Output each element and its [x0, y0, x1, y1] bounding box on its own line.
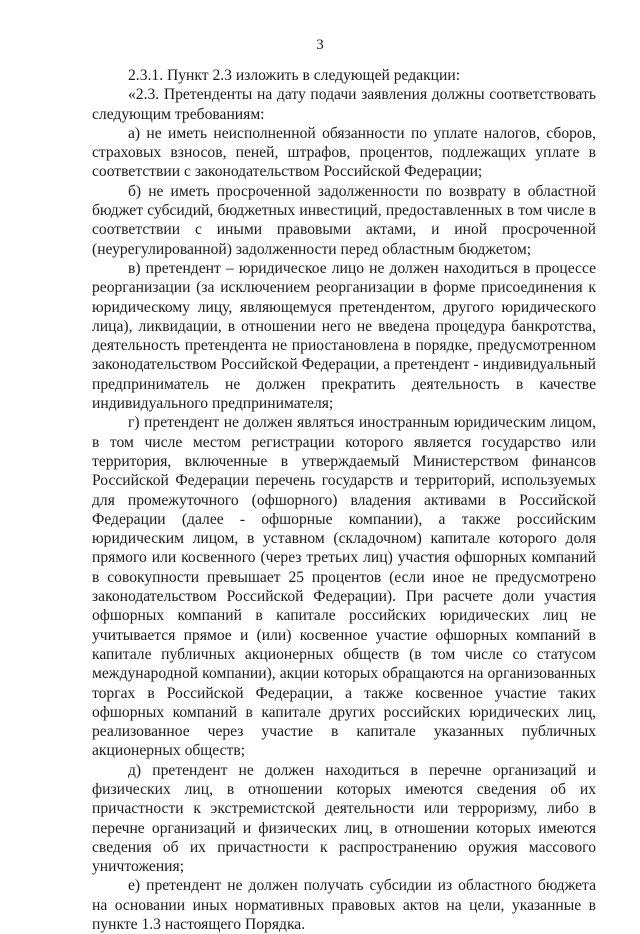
paragraph-item-e: е) претендент не должен получать субсидии из областного бюджета на основании иных нормативных правовых актов на цели, указанные в пункте 1.3 настоящего Порядка. — [92, 877, 596, 934]
paragraph-amendment-intro: 2.3.1. Пункт 2.3 изложить в следующей редакции: — [128, 67, 461, 84]
paragraph-item-d: д) претендент не должен находиться в перечне организаций и физических лиц, в отношении которых имеются сведения об их причастности к экстремистской деятельности или терроризму, либо в перечне организаций и физических лиц, в отношении которых имеются сведения об их причастности к распространению оружия массового уничтожения; — [92, 761, 596, 876]
page-number: 3 — [316, 37, 324, 53]
paragraph-item-a: а) не иметь неисполненной обязанности по уплате налогов, сборов, страховых взносов, пеней, штрафов, процентов, подлежащих уплате в соответствии с законодательством Российской Федерации; — [92, 124, 596, 181]
paragraph-item-v: в) претендент – юридическое лицо не должен находиться в процессе реорганизации (за исключением реорганизации в форме присоединения к юридическому лицу, являющемуся претендентом, другого юридического лица), ликвидации, в отношении него не введена процедура банкротства, деятельность претендента не приостановлена в порядке, предусмотренном законодательством Российской Федерации, а претендент - индивидуальный предприниматель не должен прекратить деятельность в качестве индивидуального предпринимателя; — [92, 259, 596, 413]
paragraph-item-g: г) претендент не должен являться иностранным юридическим лицом, в том числе местом регистрации которого является государство или территория, включенные в утверждаемый Министерством финансов Российской Федерации перечень государств и территорий, используемых для промежуточного (офшорного) владения активами в Российской Федерации (далее - офшорные компании), а также российским юридическим лицом, в уставном (складочном) капитале которого доля прямого или косвенного (через третьих лиц) участия офшорных компаний в совокупности превышает 25 процентов (если иное не предусмотрено законодательством Российской Федерации). При расчете доли участия офшорных компаний в капитале российских юридических лиц не учитывается прямое и (или) косвенное участие офшорных компаний в капитале публичных акционерных обществ (в том числе со статусом международной компании), акции которых обращаются на организованных торгах в Российской Федерации, а также косвенное участие таких офшорных компаний в капитале других российских юридических лиц, реализованное через участие в капитале указанных публичных акционерных обществ; — [92, 414, 596, 760]
paragraph-clause-2-3: «2.3. Претенденты на дату подачи заявления должны соответствовать следующим требованиям: — [92, 86, 596, 123]
paragraph-item-b: б) не иметь просроченной задолженности по возврату в областной бюджет субсидий, бюджетных инвестиций, предоставленных в том числе в соответствии с иными правовыми актами, и иной просроченной (неурегулированной) задолженности перед областным бюджетом; — [92, 182, 596, 258]
document-body — [92, 66, 596, 934]
